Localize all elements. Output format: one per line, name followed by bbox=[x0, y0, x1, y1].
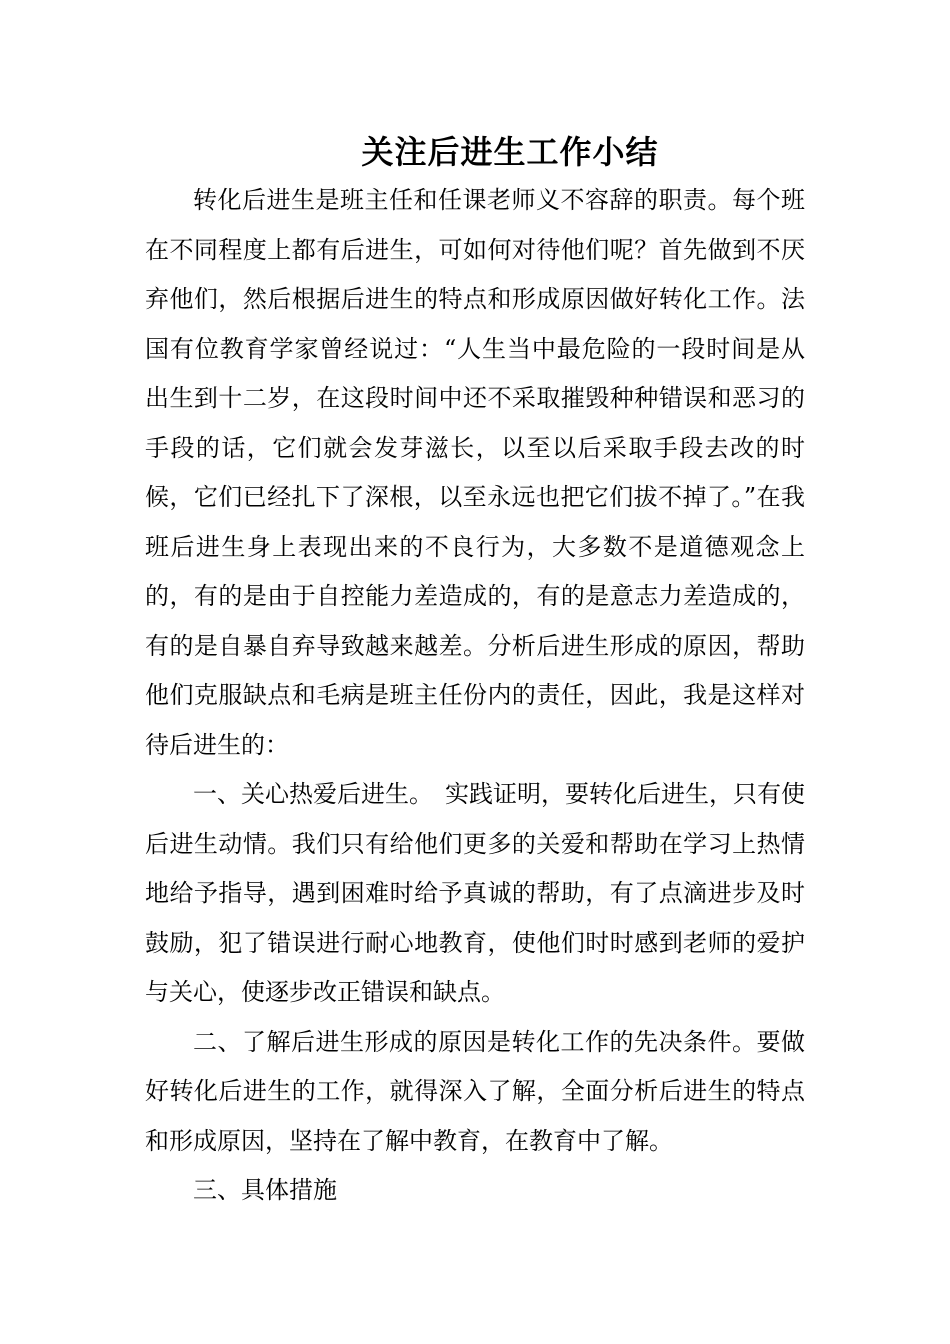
paragraph-point-1: 一、关心热爱后进生。 实践证明，要转化后进生，只有使后进生动情。我们只有给他们更多的关爱和帮助在学习上热情地给予指导，遇到困难时给予真诚的帮助，有了点滴进步及时鼓励，犯了错误进行耐心地教育，使他们时时感到老师的爱护与关心，使逐步改正错误和缺点。 bbox=[145, 780, 805, 1006]
paragraph-point-2: 二、了解后进生形成的原因是转化工作的先决条件。要做好转化后进生的工作，就得深入了解，全面分析后进生的特点和形成原因，坚持在了解中教育，在教育中了解。 bbox=[145, 1027, 805, 1155]
paragraph-point-3: 三、具体措施 bbox=[193, 1176, 337, 1204]
document-body bbox=[145, 176, 805, 1216]
document-title: 关注后进生工作小结 bbox=[361, 133, 659, 171]
paragraph-intro: 转化后进生是班主任和任课老师义不容辞的职责。每个班在不同程度上都有后进生，可如何对待他们呢？首先做到不厌弃他们，然后根据后进生的特点和形成原因做好转化工作。法国有位教育学家曾经说过：“人生当中最危险的一段时间是从出生到十二岁，在这段时间中还不采取摧毁种种错误和恶习的手段的话，它们就会发芽滋长，以至以后采取手段去改的时候，它们已经扎下了深根，以至永远也把它们拔不掉了。”在我班后进生身上表现出来的不良行为，大多数不是道德观念上的，有的是由于自控能力差造成的，有的是意志力差造成的，有的是自暴自弃导致越来越差。分析后进生形成的原因，帮助他们克服缺点和毛病是班主任份内的责任，因此，我是这样对待后进生的： bbox=[145, 186, 805, 759]
